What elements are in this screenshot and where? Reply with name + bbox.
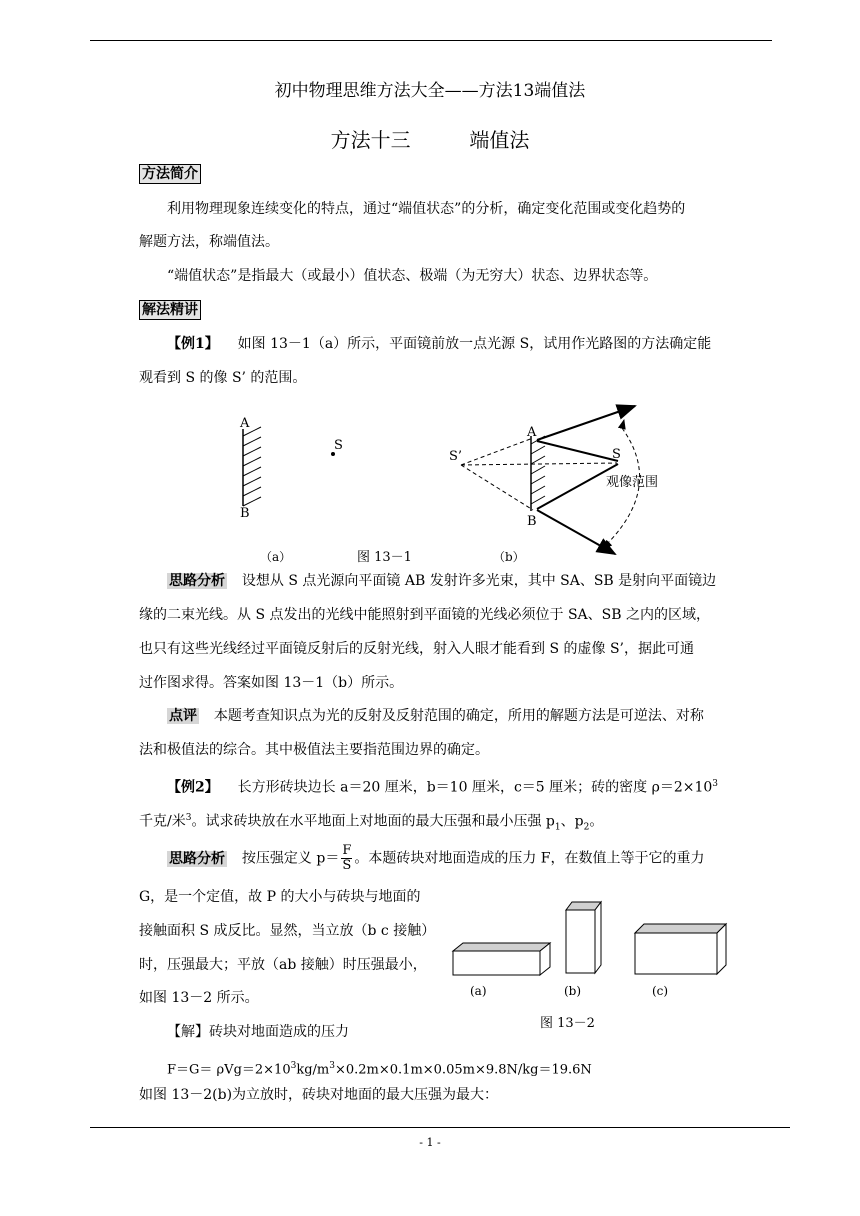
page-number: - 1 - xyxy=(419,1136,441,1149)
fraction-numerator: F xyxy=(342,843,352,858)
example1-analysis-line: 缘的二束光线。从 S 点发出的光线中能照射到平面镜的光线必须位于 SA、SB 之内的区域， xyxy=(139,607,710,623)
separator: 、p xyxy=(560,813,584,830)
document-title: 初中物理思维方法大全——方法13端值法 xyxy=(274,81,586,101)
comment-text: 本题考查知识点为光的反射及反射范围的确定，所用的解题方法是可逆法、对称 xyxy=(213,708,704,724)
figure-13-2-caption: 图 13－2 xyxy=(540,1016,595,1031)
example1-question-line: 观看到 S 的像 S’ 的范围。 xyxy=(139,370,307,386)
method-number: 方法十三 xyxy=(330,128,411,152)
equation-part: ×0.2m×0.1m×0.05m×9.8N/kg＝19.6N xyxy=(334,1062,592,1078)
analysis-tag: 思路分析 xyxy=(169,573,225,589)
label-a-b: A xyxy=(527,425,537,440)
subscript: 2 xyxy=(583,822,590,833)
question-text: 。试求砖块放在水平地面上对地面的最大压强和最小压强 p xyxy=(191,813,555,830)
exponent: 3 xyxy=(329,1061,335,1071)
example1-analysis-line: 过作图求得。答案如图 13－1（b）所示。 xyxy=(139,675,404,691)
example2-analysis-line: 接触面积 S 成反比。显然，当立放（b c 接触） xyxy=(139,923,436,939)
pressure-fraction xyxy=(341,844,352,873)
solution-line: 【解】砖块对地面造成的压力 xyxy=(167,1024,349,1040)
example2-question-line xyxy=(167,774,718,798)
method-heading xyxy=(0,124,860,153)
example2-label: 【例2】 xyxy=(167,779,219,796)
brick-c xyxy=(635,924,726,974)
figure-13-1-caption: 图 13－1 xyxy=(357,550,412,565)
section-explain-heading xyxy=(139,300,201,320)
subscript: 1 xyxy=(554,822,561,833)
caption-a: （a） xyxy=(260,550,292,564)
analysis-text: 设想从 S 点光源向平面镜 AB 发射许多光束，其中 SA、SB 是射向平面镜边 xyxy=(241,573,717,589)
mirror-b xyxy=(531,436,545,511)
footer-rule xyxy=(90,1127,790,1128)
example1-analysis-line xyxy=(167,571,716,591)
example2-question-text: 长方形砖块边长 a＝20 厘米，b＝10 厘米，c＝5 厘米；砖的密度 ρ＝2×10 xyxy=(237,779,713,796)
equation-part: F＝G＝ ρVg＝2×10 xyxy=(167,1062,291,1078)
method-name: 端值法 xyxy=(469,128,530,152)
mirror-a xyxy=(243,427,261,506)
equation-line xyxy=(167,1056,592,1080)
example1-question-line xyxy=(167,334,711,354)
unit-text: 千克/米 xyxy=(139,813,186,830)
exponent: 3 xyxy=(185,813,192,823)
label-a-top: A xyxy=(240,416,250,431)
example2-analysis-line: G，是一个定值，故 P 的大小与砖块与地面的 xyxy=(139,889,421,905)
analysis-text: 按压强定义 p＝ xyxy=(241,850,340,867)
closing-line: 如图 13－2(b)为立放时，砖块对地面的最大压强为最大： xyxy=(139,1087,499,1103)
label-s-prime: S’ xyxy=(449,449,463,464)
brick-b xyxy=(566,902,601,973)
label-s-b: S xyxy=(612,447,621,462)
period: 。 xyxy=(589,813,604,830)
exponent: 3 xyxy=(290,1061,297,1071)
analysis-tag: 思路分析 xyxy=(169,850,225,867)
example2-analysis-line: 时，压强最大；平放（ab 接触）时压强最小， xyxy=(139,957,427,973)
section-intro-heading xyxy=(139,164,201,184)
header-rule xyxy=(90,40,772,41)
brick-a xyxy=(453,943,550,975)
intro-tag: 方法简介 xyxy=(139,164,201,184)
brick-b-label: (b) xyxy=(564,984,582,998)
example1-comment-line: 法和极值法的综合。其中极值法主要指范围边界的确定。 xyxy=(139,742,489,758)
label-b-bottom: B xyxy=(240,506,250,521)
figure-13-2 xyxy=(445,896,735,1036)
example1-analysis-line: 也只有这些光线经过平面镜反射后的反射光线，射入人眼才能看到 S 的虚像 S’，据此可通 xyxy=(139,641,694,657)
fraction-denominator: S xyxy=(342,858,352,873)
analysis-text: 。本题砖块对地面造成的压力 F，在数值上等于它的重力 xyxy=(354,850,705,867)
intro-paragraph-line: 利用物理现象连续变化的特点，通过“端值状态”的分析，确定变化范围或变化趋势的 xyxy=(167,201,686,217)
label-b-b: B xyxy=(527,514,537,529)
example1-comment-line xyxy=(167,706,704,726)
brick-a-label: (a) xyxy=(470,984,487,998)
example2-analysis-line: 如图 13－2 所示。 xyxy=(139,990,259,1006)
caption-b: （b） xyxy=(493,550,525,564)
intro-paragraph-line: “端值状态”是指最大（或最小）值状态、极端（为无穷大）状态、边界状态等。 xyxy=(167,268,658,284)
exponent: 3 xyxy=(712,779,719,789)
brick-c-label: (c) xyxy=(652,984,669,998)
equation-part: kg/m xyxy=(296,1062,330,1078)
figure-13-1 xyxy=(220,398,660,568)
comment-tag: 点评 xyxy=(169,708,197,724)
example2-question-line xyxy=(139,808,603,837)
example1-question-text: 如图 13－1（a）所示，平面镜前放一点光源 S，试用作光路图的方法确定能 xyxy=(237,336,712,352)
example1-label: 【例1】 xyxy=(167,336,219,352)
label-viewing-range: 观像范围 xyxy=(606,475,659,490)
intro-paragraph-line: 解题方法，称端值法。 xyxy=(139,234,279,250)
explain-tag: 解法精讲 xyxy=(139,300,201,320)
label-s: S xyxy=(334,438,343,453)
example2-analysis-line xyxy=(167,844,705,873)
